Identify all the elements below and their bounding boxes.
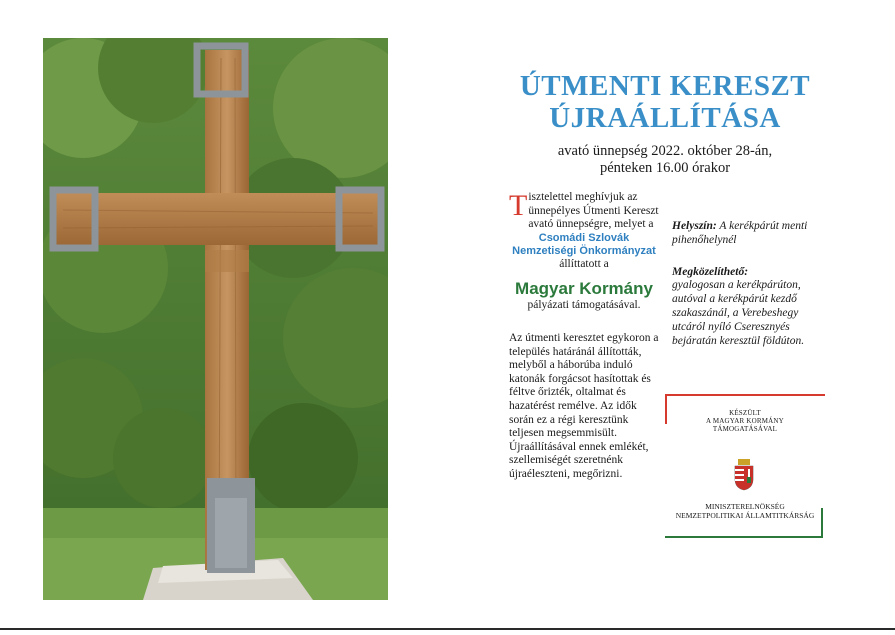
badge-text	[665, 409, 825, 433]
subtitle-line-2: pénteken 16.00 órakor	[599, 160, 731, 176]
ministry-line-2: NEMZETPOLITIKAI ÁLLAMTITKÁRSÁG	[675, 511, 815, 520]
cross-photo	[43, 38, 388, 600]
badge-line-1: KÉSZÜLT	[729, 409, 761, 417]
access-label: Megközelíthető:	[672, 265, 749, 278]
access-info	[672, 266, 832, 349]
badge-line-3: TÁMOGATÁSÁVAL	[712, 425, 778, 433]
event-subtitle	[500, 143, 830, 177]
title-line-2: ÚJRAÁLLÍTÁSA	[549, 102, 781, 134]
organizer-line-2: Nemzetiségi Önkormányzat	[512, 244, 656, 257]
page-bottom-rule	[0, 628, 895, 630]
venue-label: Helyszín:	[672, 220, 717, 232]
invitation-column	[509, 191, 659, 482]
erected-text: állíttatott a	[559, 257, 609, 270]
venue-value: A kerékpárút menti pihenőhelynél	[672, 220, 808, 246]
title-line-1: ÚTMENTI KERESZT	[519, 70, 811, 102]
invitation-text: isztelettel meghívjuk az ünnepélyes Útmenti Kereszt avató ünnepségre, melyet a	[528, 191, 659, 231]
badge-green-frame	[665, 508, 823, 538]
venue-info	[672, 220, 832, 248]
drop-cap: T	[509, 189, 528, 222]
support-text: pályázati támogatásával.	[527, 299, 641, 312]
subtitle-line-1: avató ünnepség 2022. október 28-án,	[557, 143, 773, 159]
government-name: Magyar Kormány	[515, 279, 653, 299]
badge-line-2: A MAGYAR KORMÁNY	[706, 417, 784, 425]
hungarian-coat-of-arms-icon	[733, 459, 755, 491]
invitation-paragraph	[509, 191, 659, 313]
access-value: gyalogosan a kerékpárúton, autóval a kerékpárút kezdő szakaszánál, a Verebeshegy utcáról nyíló Cseresznyés bejáratán keresztül földúton.	[672, 279, 805, 347]
government-support-badge	[665, 394, 825, 538]
organizer-line-1: Csomádi Szlovák	[538, 231, 630, 244]
history-paragraph: Az útmenti keresztet egykoron a település határánál állították, melyből a háborúba induló katonák forgácsot hasítottak és féltve őrizték, oltalmat és hazatérést remélve. Az idők során ez a régi keresztünk teljesen megsemmisült. Újraállításával ennek emlékét, szellemiségét szeretnénk újraéleszteni, megőrizni.	[509, 331, 659, 480]
details-column	[672, 220, 832, 348]
page-title	[500, 70, 830, 134]
ministry-line-1: MINISZTERELNÖKSÉG	[705, 502, 785, 511]
